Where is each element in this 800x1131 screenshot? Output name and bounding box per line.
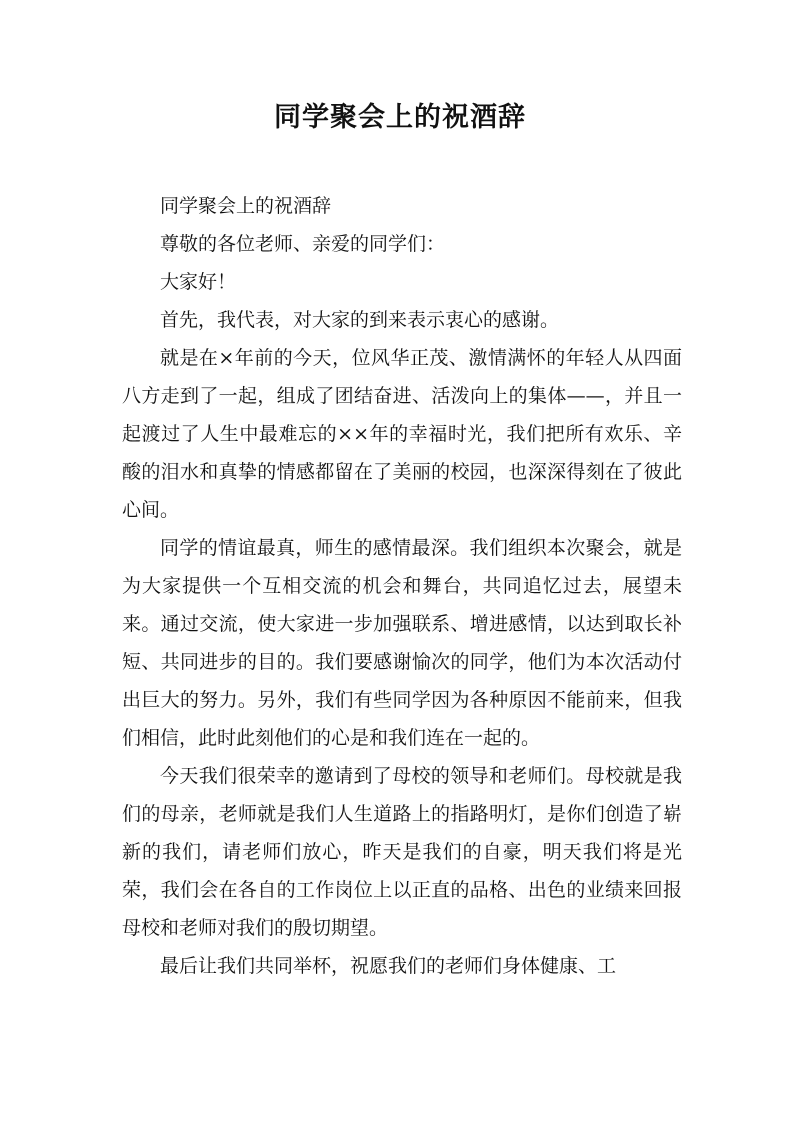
document-title: 同学聚会上的祝酒辞 (274, 102, 526, 133)
paragraph-greeting: 大家好！ (160, 271, 237, 293)
paragraph-thanks: 首先，我代表，对大家的到来表示衷心的感谢。 (160, 309, 560, 331)
paragraph-teachers: 今天我们很荣幸的邀请到了母校的领导和老师们。母校就是我们的母亲，老师就是我们人生道路上的指路明灯，是你们创造了崭新的我们，请老师们放心，昨天是我们的自豪，明天我们将是光荣，我们会在各自的工作岗位上以正直的品格、出色的业绩来回报母校和老师对我们的殷切期望。 (122, 765, 682, 939)
document-body (122, 187, 682, 985)
paragraph-salutation: 尊敬的各位老师、亲爱的同学们： (160, 233, 446, 255)
paragraph-heading: 同学聚会上的祝酒辞 (160, 195, 332, 217)
paragraph-friendship: 同学的情谊最真，师生的感情最深。我们组织本次聚会，就是为大家提供一个互相交流的机会和舞台，共同追忆过去，展望未来。通过交流，使大家进一步加强联系、增进感情，以达到取长补短、共同进步的目的。我们要感谢愉次的同学，他们为本次活动付出巨大的努力。另外，我们有些同学因为各种原因不能前来，但我们相信，此时此刻他们的心是和我们连在一起的。 (122, 537, 682, 749)
paragraph-memories: 就是在×年前的今天，位风华正茂、激情满怀的年轻人从四面八方走到了一起，组成了团结奋进、活泼向上的集体——，并且一起渡过了人生中最难忘的××年的幸福时光，我们把所有欢乐、辛酸的泪水和真挚的情感都留在了美丽的校园，也深深得刻在了彼此心间。 (122, 347, 682, 521)
paragraph-toast: 最后让我们共同举杯，祝愿我们的老师们身体健康、工 (160, 955, 617, 977)
